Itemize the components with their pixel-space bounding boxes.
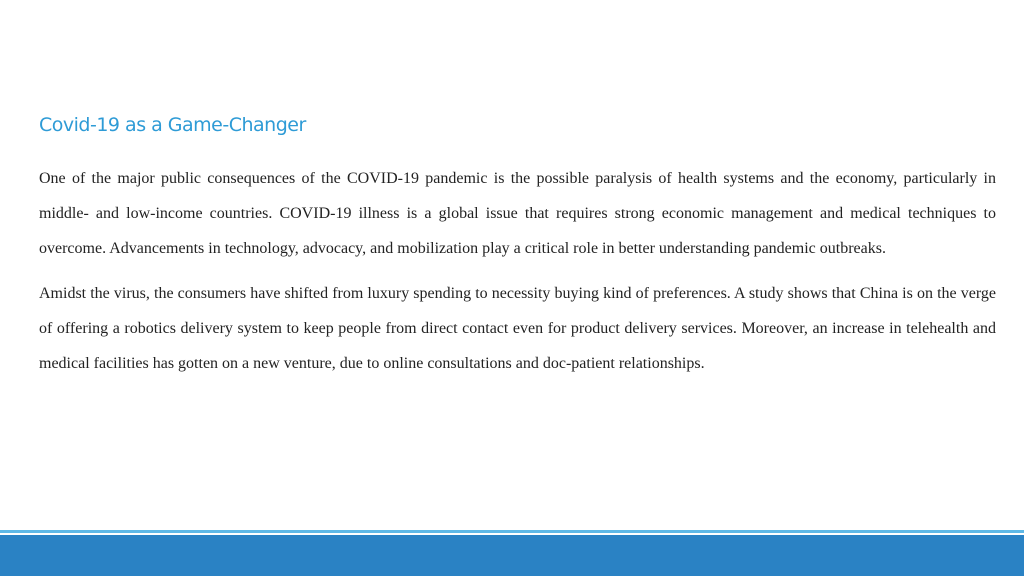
body-paragraph-2: Amidst the virus, the consumers have shifted from luxury spending to necessity buying kind of preferences. A study shows that China is on the verge of offering a robotics delivery system to keep people from direct contact even for product delivery services. Moreover, an increase in telehealth and medical facilities has gotten on a new venture, due to online consultations and doc-patient relationships. bbox=[39, 285, 996, 372]
footer-bar bbox=[0, 535, 1024, 576]
body-paragraph-1: One of the major public consequences of the COVID-19 pandemic is the possible paralysis of health systems and the economy, particularly in middle- and low-income countries. COVID-19 illness is a global issue that requires strong economic management and medical techniques to overcome. Advancements in technology, advocacy, and mobilization play a critical role in better understanding pandemic outbreaks. bbox=[39, 170, 996, 257]
footer-accent-line bbox=[0, 530, 1024, 533]
slide-title: Covid-19 as a Game-Changer bbox=[39, 114, 306, 136]
slide-body bbox=[39, 161, 996, 391]
